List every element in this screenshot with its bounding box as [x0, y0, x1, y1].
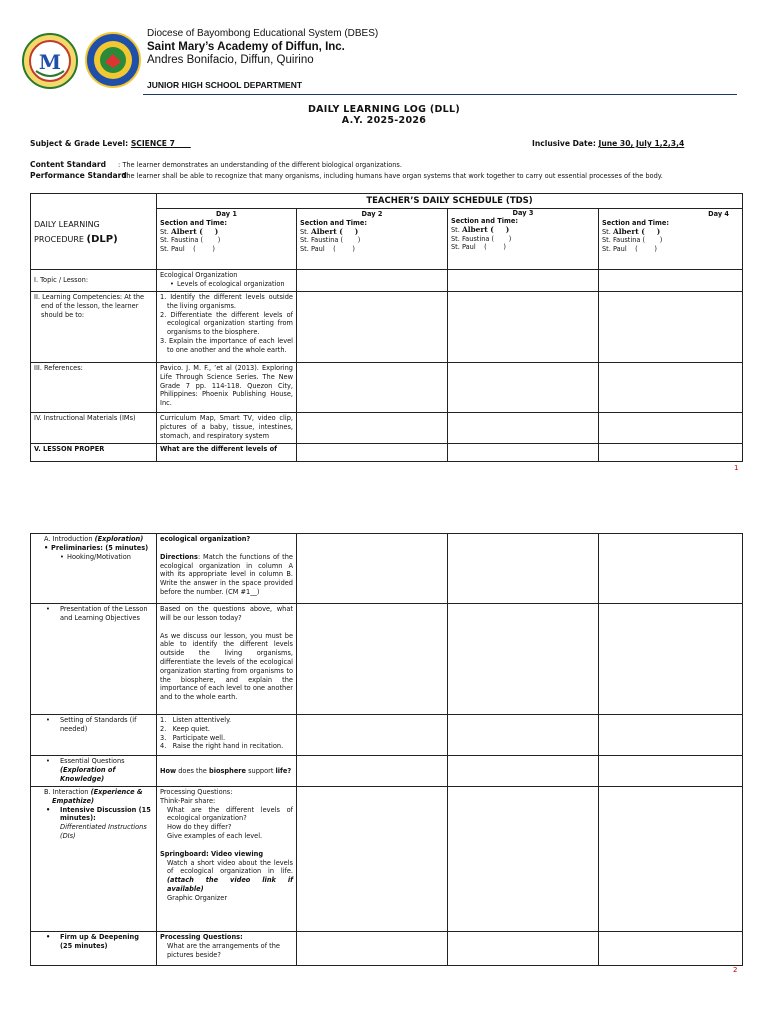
faustina-label: St. Faustina ( ): [300, 236, 361, 245]
standard-1: 1. Listen attentively.: [160, 716, 232, 724]
document-title: DAILY LEARNING LOG (DLL): [307, 104, 461, 115]
essential-day2: [297, 756, 448, 787]
faustina-label: St. Faustina ( ): [602, 236, 663, 245]
lesson-question-cont: ecological organization?: [160, 535, 251, 543]
albert-close: ): [656, 226, 661, 236]
di-label: Differentiated Instructions (DIs): [60, 823, 147, 840]
interaction-label-cell: [31, 787, 157, 932]
date-value: June 30, July 1,2,3,4: [598, 139, 685, 148]
date-label: Inclusive Date:: [532, 139, 599, 148]
topic-label: I. Topic / Lesson:: [31, 270, 157, 292]
dlp-label-bold: (DLP): [86, 233, 118, 245]
st-prefix: St.: [160, 227, 171, 236]
competency-2: 2. Differentiate the different levels of ecological organization starting from organisms to the biosphere.: [160, 310, 293, 337]
school-name: Saint Mary’s Academy of Diffun, Inc.: [147, 41, 345, 53]
presentation-day4: [599, 604, 743, 715]
introduction-day3: [448, 534, 599, 604]
subject-label: Subject & Grade Level:: [30, 139, 131, 148]
presentation-cell: [157, 604, 297, 715]
firmup-day2: [297, 932, 448, 966]
page-2: [0, 519, 768, 1024]
standard-3: 3. Participate well.: [160, 733, 226, 742]
essential-label-cell: [31, 756, 157, 787]
albert-close: ): [505, 224, 510, 234]
st-prefix: St.: [300, 227, 311, 236]
directions-text: : Match the functions of the ecological organization in column A with its appropriate level in column B. Write the answer in the space provided before the number. (CM #1__): [160, 552, 293, 596]
albert-label: Albert (: [461, 224, 494, 234]
tps-item-3: • Give examples of each level.: [160, 832, 293, 841]
albert-label: Albert (: [170, 226, 203, 236]
tps-label: Think-Pair share:: [160, 796, 216, 805]
springboard-item-b: (attach the video link if available): [167, 876, 293, 893]
competencies-cell: [157, 292, 297, 363]
interaction-label-a: B. Interaction: [44, 788, 91, 796]
competencies-day4: [599, 292, 743, 363]
albert-label: Albert (: [310, 226, 343, 236]
standard-4: 4. Raise the right hand in recitation.: [160, 742, 284, 751]
standards-cell: [157, 715, 297, 756]
springboard-item-a: Watch a short video about the levels of ecological organization in life.: [167, 858, 293, 876]
preliminaries-label: • Preliminaries: (5 minutes): [34, 544, 153, 553]
materials-day4: [599, 413, 743, 444]
school-address: Andres Bonifacio, Diffun, Quirino: [147, 54, 314, 66]
dlp-header-cell: [31, 194, 157, 270]
performance-standard-label: Performance Standard: [30, 171, 127, 180]
interaction-label-b: (Experience & Empathize): [52, 788, 143, 805]
subject-value: SCIENCE 7: [130, 139, 191, 148]
springboard-item-2: • Graphic Organizer: [160, 894, 293, 903]
content-standard: [30, 160, 750, 170]
day2-schedule: [297, 209, 448, 270]
introduction-label: [31, 534, 157, 604]
dlp-label-line2: PROCEDURE: [34, 234, 87, 244]
day1-label: Day 1: [216, 210, 237, 218]
references-day3: [448, 363, 599, 413]
interaction-day2: [297, 787, 448, 932]
paul-label: St. Paul ( ): [160, 245, 215, 254]
materials-day3: [448, 413, 599, 444]
lesson-proper-day4: [599, 444, 743, 462]
presentation-label: • Presentation of the Lesson and Learning Objectives: [34, 605, 153, 623]
paul-label: St. Paul ( ): [451, 243, 506, 252]
essential-questions-label: • Essential Questions: [34, 757, 153, 766]
topic-line2: • Levels of ecological organization: [160, 280, 293, 289]
day1-schedule: [157, 209, 297, 270]
academy-seal-logo: [22, 33, 78, 89]
section-time-label: Section and Time:: [160, 218, 227, 227]
essential-questions-sub: (Exploration of Knowledge): [60, 765, 116, 783]
st-prefix: St.: [451, 225, 462, 234]
tps-item-2: • How do they differ?: [160, 823, 293, 832]
firmup-question: • What are the arrangements of the pictures beside?: [160, 942, 293, 960]
introduction-cell: [157, 534, 297, 604]
presentation-question: Based on the questions above, what will be our lesson today?: [160, 605, 293, 622]
faustina-label: St. Faustina ( ): [451, 234, 512, 243]
competency-1: 1. Identify the different levels outside the living organisms.: [160, 293, 293, 310]
diocese-line: Diocese of Bayombong Educational System (DBES): [147, 28, 379, 39]
st-prefix: St.: [602, 227, 613, 236]
firmup-day3: [448, 932, 599, 966]
content-standard-label: Content Standard: [30, 160, 107, 169]
firmup-label: • Firm up & Deepening (25 minutes): [34, 933, 153, 951]
eq-part-e: life?: [275, 766, 292, 775]
lesson-proper-label: V. LESSON PROPER: [31, 444, 157, 462]
intro-label-b: (Exploration): [94, 535, 144, 543]
firmup-processing-label: Processing Questions:: [160, 933, 243, 941]
dll-table-page-2: [30, 533, 743, 966]
dlp-label-line1: DAILY LEARNING: [34, 219, 100, 229]
interaction-cell: [157, 787, 297, 932]
department-label: JUNIOR HIGH SCHOOL DEPARTMENT: [147, 80, 303, 90]
lesson-proper-day2: [297, 444, 448, 462]
day4-schedule: [599, 209, 743, 270]
references-cell: Pavico. J. M. F., ’et al (2013). Exploring Life Through Science Series. The New Grade 7 pp. 114-118. Quezon City, Philippines: Phoenix Publishing House, Inc.: [157, 363, 297, 413]
competencies-label: II. Learning Competencies: At the end of the lesson, the learner should be to:: [31, 292, 157, 363]
lesson-proper-cell: What are the different levels of: [157, 444, 297, 462]
introduction-day4: [599, 534, 743, 604]
dll-table-page-1: [30, 193, 743, 462]
faustina-label: St. Faustina ( ): [160, 236, 221, 245]
albert-close: ): [354, 226, 359, 236]
topic-day3: [448, 270, 599, 292]
topic-day2: [297, 270, 448, 292]
references-label: III. References:: [31, 363, 157, 413]
paul-label: St. Paul ( ): [602, 245, 657, 254]
day3-schedule: [448, 209, 599, 270]
interaction-day4: [599, 787, 743, 932]
page-number-2: 2: [733, 966, 738, 974]
competency-3: 3. Explain the importance of each level to one another and the whole earth.: [160, 336, 293, 354]
standards-day2: [297, 715, 448, 756]
setting-standards-label: • Setting of Standards (if needed): [34, 716, 153, 734]
firmup-label-cell: [31, 932, 157, 966]
firmup-day4: [599, 932, 743, 966]
header-rule: [143, 94, 737, 95]
day2-label: Day 2: [361, 210, 383, 218]
essential-day4: [599, 756, 743, 787]
intensive-label: • Intensive Discussion (15 minutes):: [34, 806, 153, 824]
performance-standard-text: : The learner shall be able to recognize that many organisms, including humans have organ systems that work together to carry out essential processes of the body.: [118, 172, 663, 180]
eq-part-c: biosphere: [208, 766, 247, 775]
page-gap: [0, 478, 768, 519]
tds-header: TEACHER’S DAILY SCHEDULE (TDS): [157, 194, 743, 209]
competencies-day2: [297, 292, 448, 363]
paul-label: St. Paul ( ): [300, 245, 355, 254]
standard-2: 2. Keep quiet.: [160, 724, 210, 733]
content-standard-text: : The learner demonstrates an understanding of the different biological organizations.: [118, 161, 402, 169]
materials-label: IV. Instructional Materials (IMs): [31, 413, 157, 444]
processing-label: Processing Questions:: [160, 788, 233, 796]
day4-label: Day 4: [708, 210, 729, 218]
interaction-day3: [448, 787, 599, 932]
essential-cell: [157, 756, 297, 787]
presentation-day3: [448, 604, 599, 715]
topic-day4: [599, 270, 743, 292]
eq-part-d: support: [246, 766, 276, 775]
page-number-1: 1: [734, 464, 739, 472]
section-time-label: Section and Time:: [602, 218, 669, 227]
directions-label: Directions: [160, 552, 198, 561]
presentation-day2: [297, 604, 448, 715]
day3-label: Day 3: [512, 209, 534, 217]
introduction-day2: [297, 534, 448, 604]
svg-text:M: M: [38, 50, 62, 74]
materials-cell: Curriculum Map, Smart TV, video clip, pictures of a baby, tissue, intestines, stomach, and respiratory system: [157, 413, 297, 444]
section-time-label: Section and Time:: [300, 218, 367, 227]
performance-standard: [30, 171, 760, 181]
subject-grade: [30, 139, 191, 149]
materials-day2: [297, 413, 448, 444]
presentation-label-cell: [31, 604, 157, 715]
essential-day3: [448, 756, 599, 787]
lesson-proper-day3: [448, 444, 599, 462]
standards-day4: [599, 715, 743, 756]
topic-cell: [157, 270, 297, 292]
tps-item-1: • What are the different levels of ecological organization?: [160, 806, 293, 824]
competencies-day3: [448, 292, 599, 363]
section-time-label: Section and Time:: [451, 217, 518, 225]
page-1: [0, 0, 768, 478]
intro-label-a: A. Introduction: [44, 535, 95, 543]
references-day2: [297, 363, 448, 413]
standards-label-cell: [31, 715, 157, 756]
standards-day3: [448, 715, 599, 756]
dbes-seal-logo: [85, 32, 141, 88]
eq-part-a: How: [160, 766, 177, 775]
inclusive-date: [532, 139, 684, 149]
springboard-label: Springboard: Video viewing: [160, 849, 264, 858]
hooking-label: • Hooking/Motivation: [34, 553, 153, 562]
academic-year: A.Y. 2025-2026: [341, 115, 427, 126]
references-day4: [599, 363, 743, 413]
firmup-cell: [157, 932, 297, 966]
albert-label: Albert (: [612, 226, 645, 236]
presentation-text: As we discuss our lesson, you must be able to identify the different levels outside the living organisms, differentiate the levels of the ecological organization starting from organisms to the biosphere, and explain the importance of each level to one another and to the whole earth.: [160, 631, 293, 702]
albert-close: ): [214, 226, 219, 236]
topic-line1: Ecological Organization: [160, 271, 238, 279]
eq-part-b: does the: [176, 766, 209, 775]
